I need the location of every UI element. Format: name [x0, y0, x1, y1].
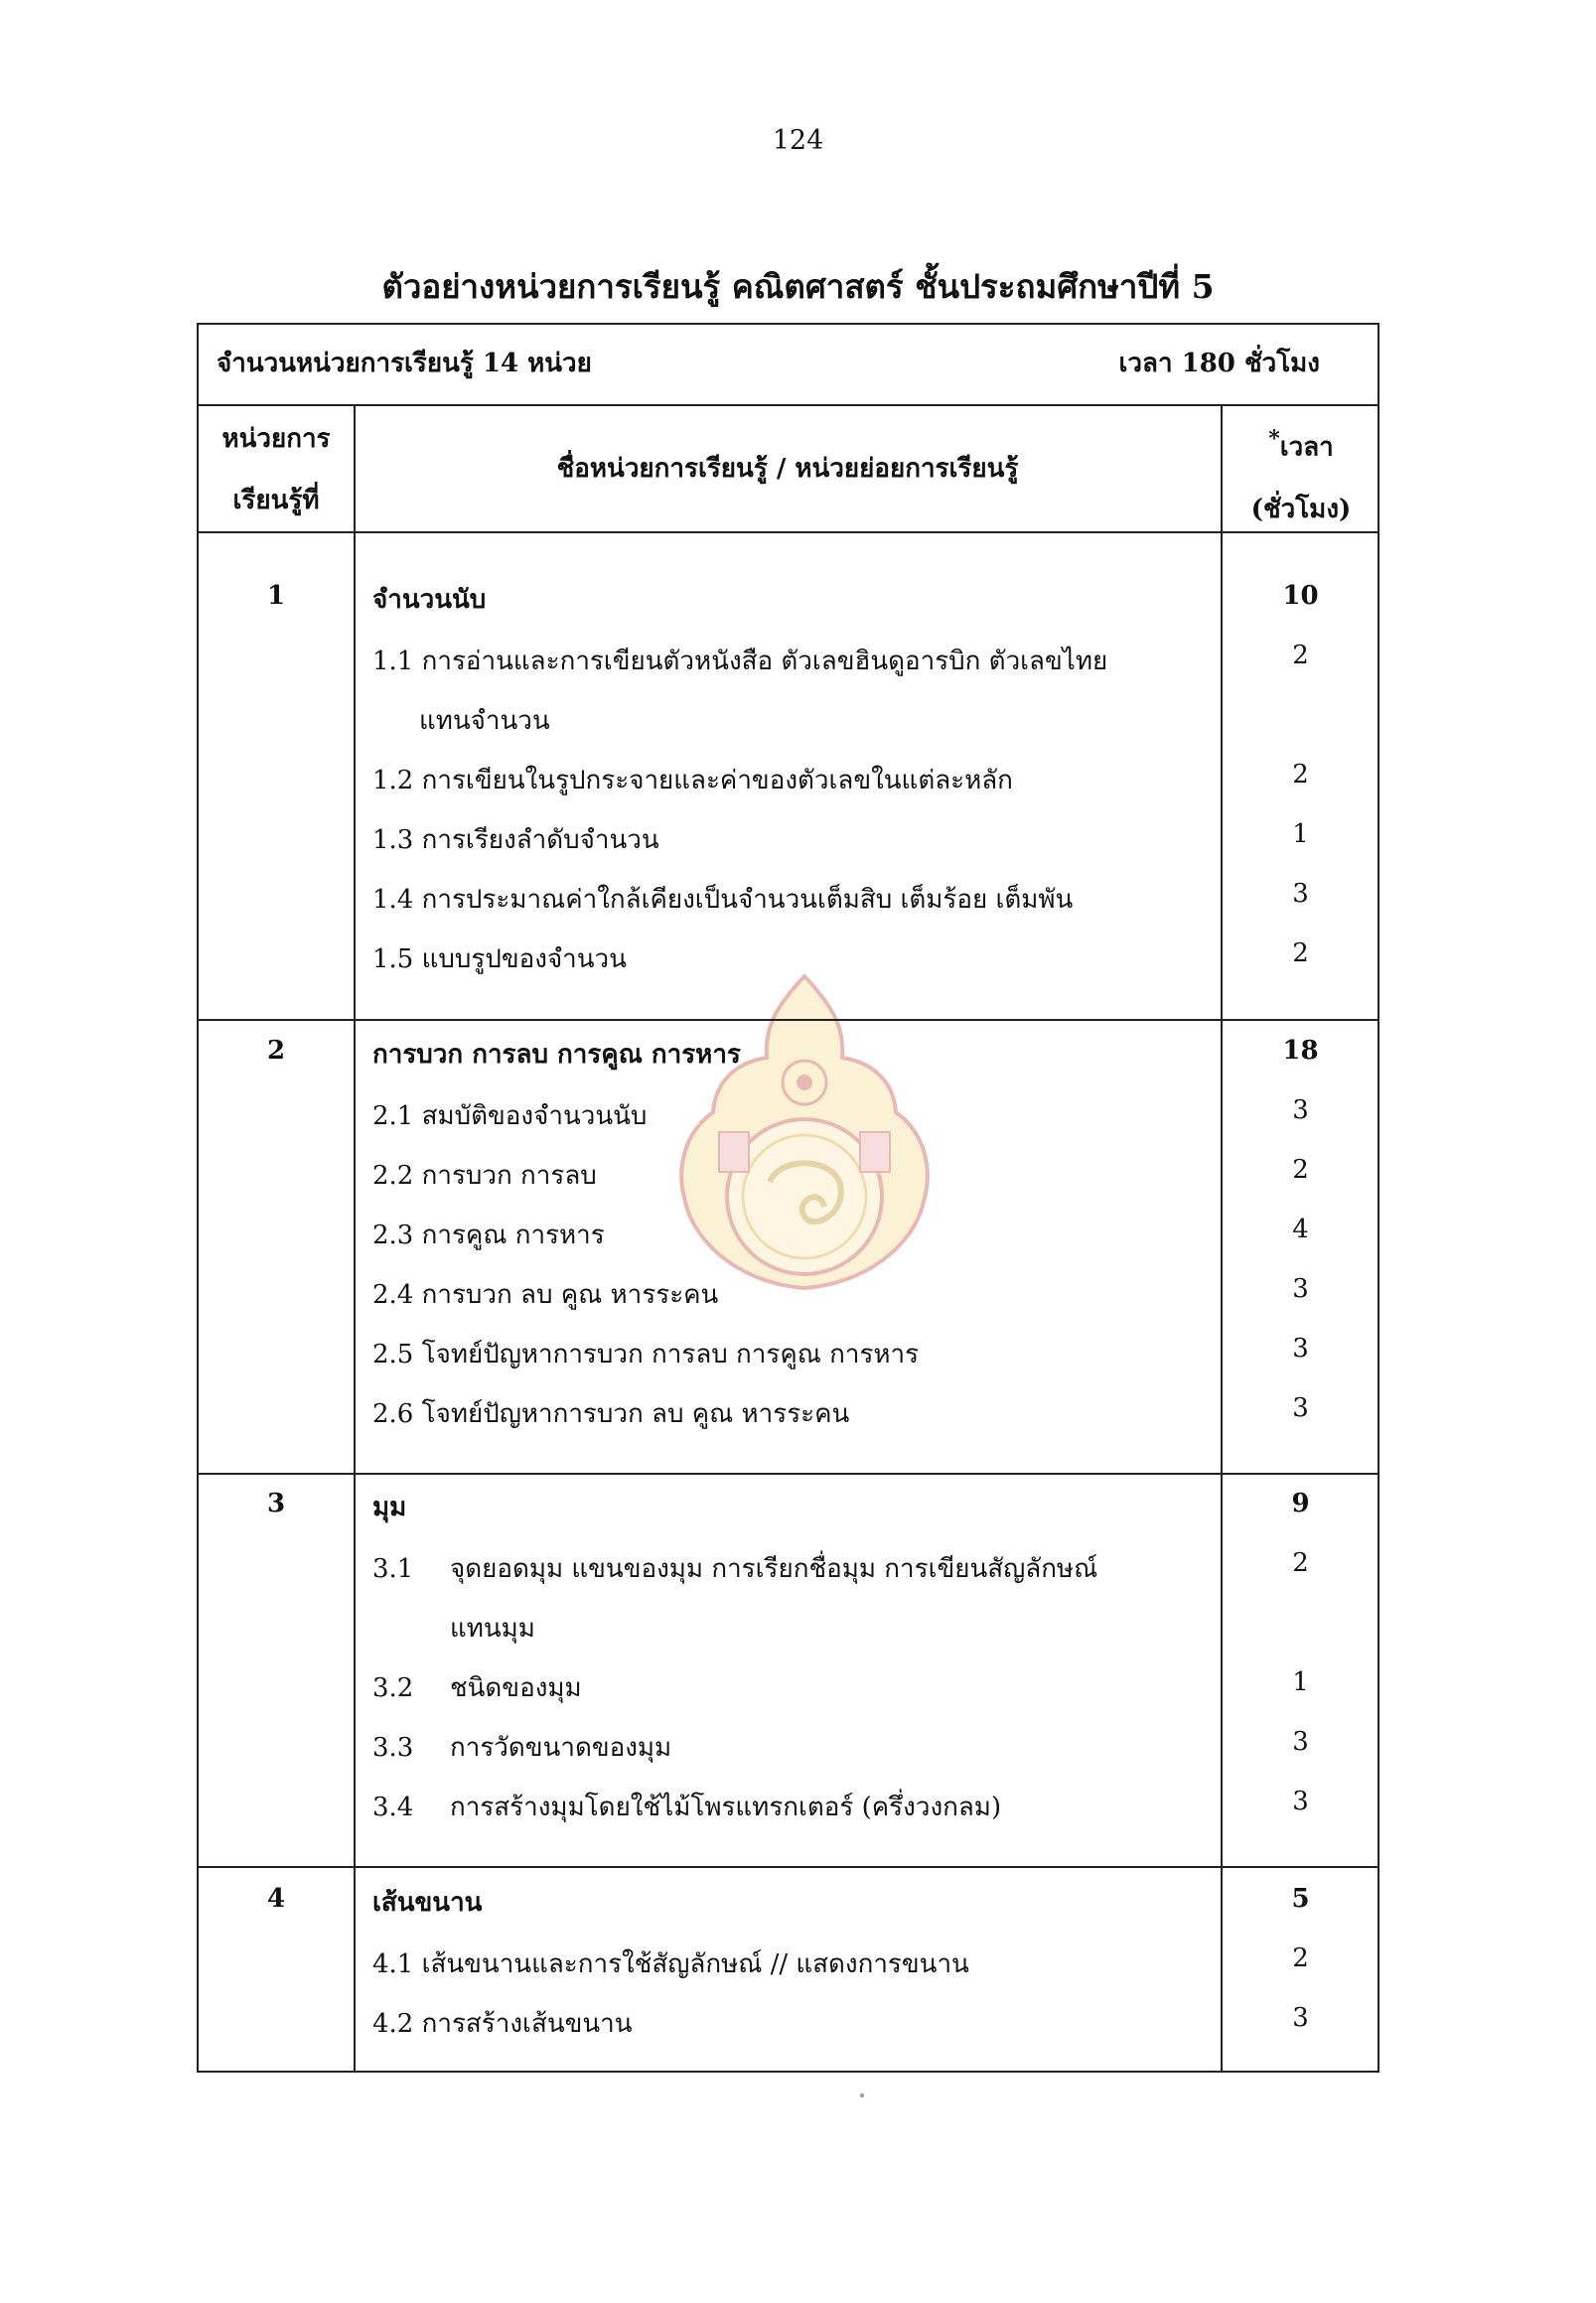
subunit-hours: 3: [1292, 1274, 1309, 1304]
subunit-row: 1.3 การเรียงลำดับจำนวน: [372, 825, 659, 855]
unit-title: การบวก การลบ การคูณ การหาร: [372, 1040, 741, 1070]
footnote-star: *: [1268, 426, 1280, 452]
subunit-hours: 3: [1292, 2003, 1309, 2033]
subunit-hours: 2: [1292, 760, 1309, 790]
subunit-hours: 3: [1292, 1393, 1309, 1423]
unit-hours: 9: [1291, 1489, 1310, 1518]
divider-summary: [199, 404, 1378, 406]
document-title: ตัวอย่างหน่วยการเรียนรู้ คณิตศาสตร์ ชั้นประถมศึกษาปีที่ 5: [381, 267, 1215, 306]
subunit-hours: 3: [1292, 1727, 1309, 1757]
header-time: *เวลา (ชั่วโมง): [1250, 426, 1352, 524]
total-time-label: เวลา 180 ชั่วโมง: [1118, 349, 1320, 378]
unit-count-label: จำนวนหน่วยการเรียนรู้ 14 หน่วย: [217, 349, 592, 378]
curriculum-table: [197, 323, 1379, 2073]
subunit-hours: 3: [1292, 1787, 1309, 1816]
subunit-row: 2.6 โจทย์ปัญหาการบวก ลบ คูณ หารระคน: [372, 1399, 850, 1429]
unit-title: จำนวนนับ: [372, 585, 487, 615]
unit-hours: 5: [1291, 1884, 1310, 1914]
header-unit-number: หน่วยการ เรียนรู้ที่: [221, 424, 331, 515]
subunit-row: 1.4 การประมาณค่าใกล้เคียงเป็นจำนวนเต็มสิบ เต็มร้อย เต็มพัน: [372, 885, 1074, 915]
subunit-row: 1.2 การเขียนในรูปกระจายและค่าของตัวเลขในแต่ละหลัก: [372, 766, 1013, 795]
subunit-hours: 1: [1292, 819, 1309, 849]
subunit-hours: 2: [1292, 1155, 1309, 1185]
subunit-row: 1.1 การอ่านและการเขียนตัวหนังสือ ตัวเลขฮินดูอารบิก ตัวเลขไทย: [372, 647, 1108, 676]
unit-title: เส้นขนาน: [372, 1888, 483, 1918]
subunit-row-continuation: แทนจำนวน: [419, 706, 550, 736]
subunit-row: 4.1 เส้นขนานและการใช้สัญลักษณ์ // แสดงการขนาน: [372, 1949, 969, 1979]
unit-number: 4: [266, 1884, 286, 1914]
subunit-row: 2.1 สมบัติของจำนวนนับ: [372, 1101, 648, 1131]
column-divider-left: [354, 404, 356, 2073]
divider-unit-1: [199, 1019, 1378, 1021]
subunit-hours: 3: [1292, 879, 1309, 909]
subunit-row: 3.3 การวัดขนาดของมุม: [372, 1733, 672, 1763]
unit-hours: 18: [1282, 1036, 1319, 1066]
page-number: 124: [772, 125, 824, 156]
subunit-hours: 3: [1292, 1095, 1309, 1125]
unit-number: 3: [266, 1489, 286, 1518]
unit-hours: 10: [1282, 581, 1319, 611]
subunit-row: 2.5 โจทย์ปัญหาการบวก การลบ การคูณ การหาร: [372, 1340, 920, 1369]
subunit-hours: 1: [1292, 1667, 1309, 1697]
subunit-row: 2.2 การบวก การลบ: [372, 1161, 597, 1191]
subunit-row: 1.5 แบบรูปของจำนวน: [372, 944, 627, 974]
subunit-row: 4.2 การสร้างเส้นขนาน: [372, 2009, 633, 2039]
subunit-row: 3.1 จุดยอดมุม แขนของมุม การเรียกชื่อมุม การเขียนสัญลักษณ์: [372, 1554, 1098, 1584]
subunit-hours: 4: [1292, 1215, 1309, 1244]
subunit-hours: 2: [1292, 1943, 1309, 1973]
subunit-row: 2.4 การบวก ลบ คูณ หารระคน: [372, 1280, 719, 1310]
unit-number: 2: [266, 1036, 286, 1066]
subunit-row: 2.3 การคูณ การหาร: [372, 1221, 605, 1250]
subunit-row: 3.4 การสร้างมุมโดยใช้ไม้โพรแทรกเตอร์ (ครึ่งวงกลม): [372, 1793, 1002, 1822]
subunit-row-continuation: แทนมุม: [450, 1614, 535, 1644]
subunit-hours: 3: [1292, 1334, 1309, 1364]
scan-speck: [860, 2093, 864, 2097]
subunit-hours: 2: [1292, 641, 1309, 670]
subunit-hours: 2: [1292, 938, 1309, 968]
divider-unit-2: [199, 1473, 1378, 1475]
divider-unit-3: [199, 1866, 1378, 1868]
unit-title: มุม: [372, 1493, 407, 1522]
unit-number: 1: [266, 581, 286, 611]
divider-header: [199, 531, 1378, 533]
subunit-hours: 2: [1292, 1548, 1309, 1578]
header-unit-name: ชื่อหน่วยการเรียนรู้ / หน่วยย่อยการเรียนรู้: [556, 454, 1019, 484]
subunit-row: 3.2 ชนิดของมุม: [372, 1673, 582, 1703]
